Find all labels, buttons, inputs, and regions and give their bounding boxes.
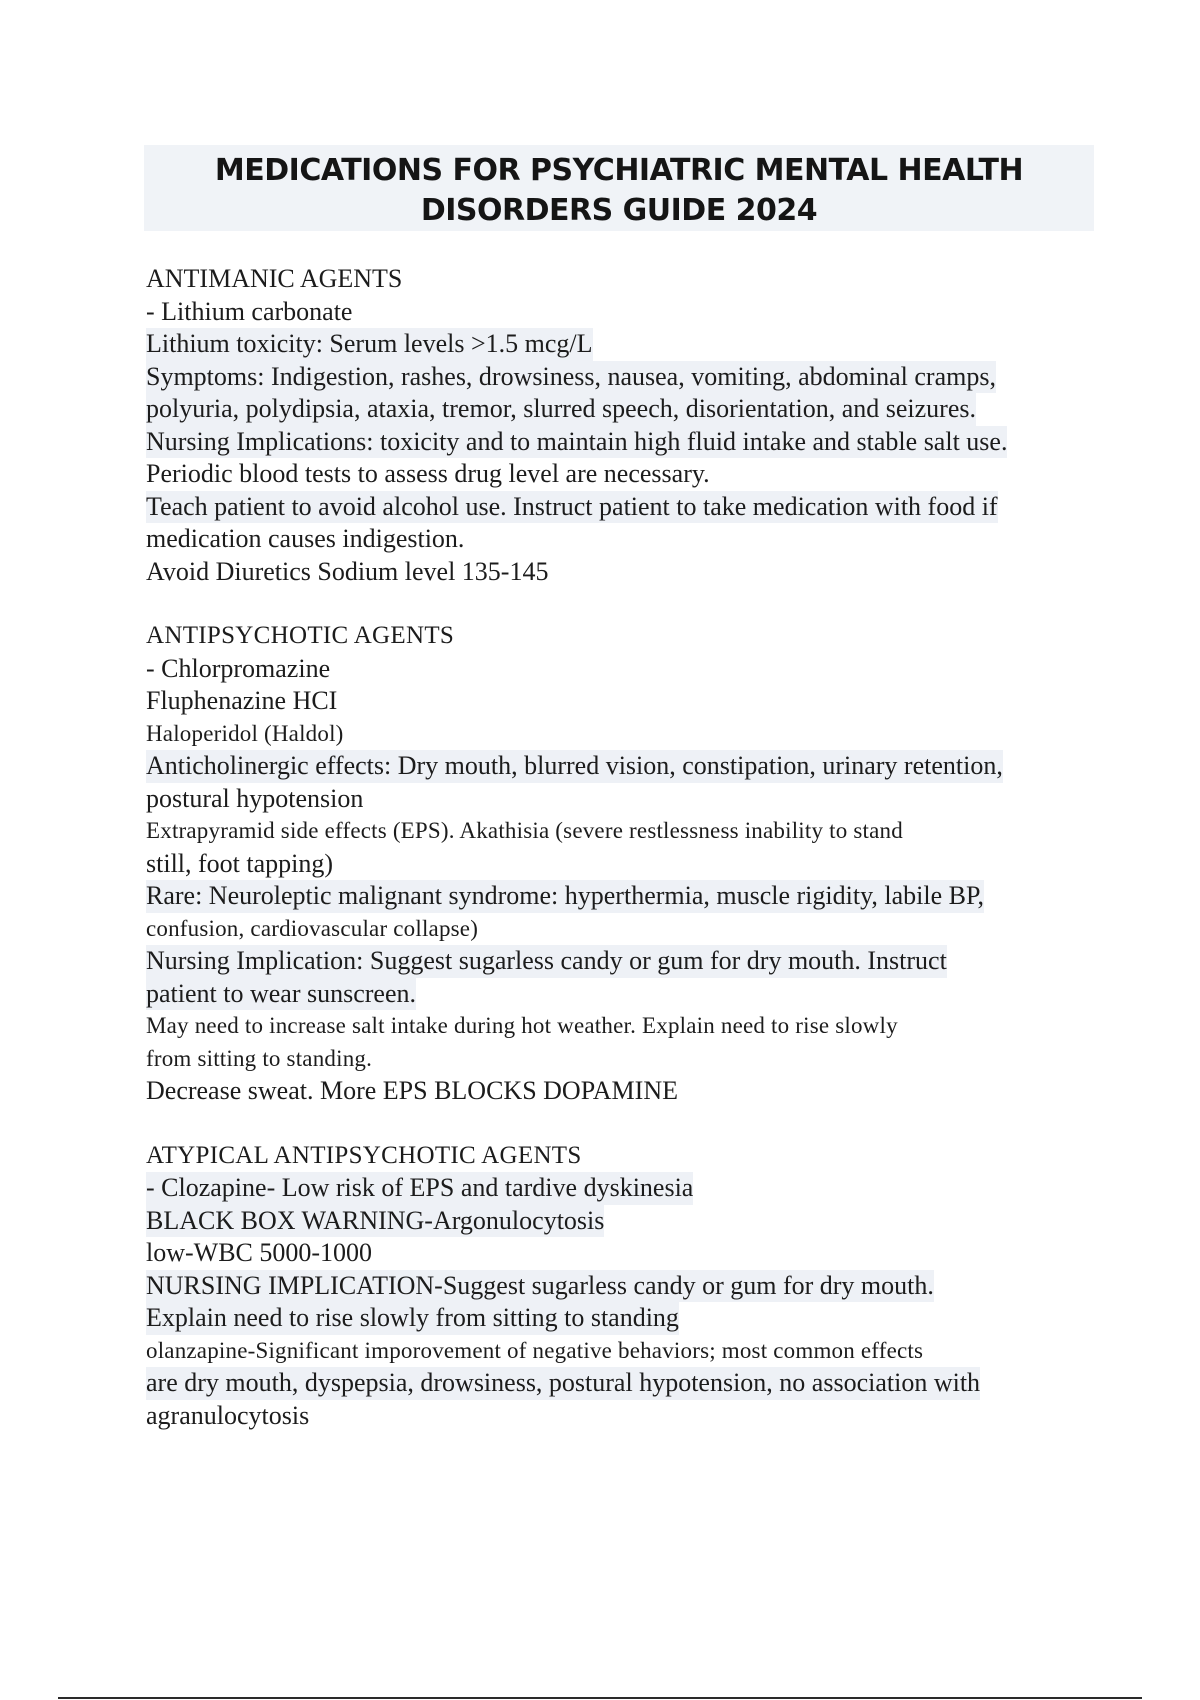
document-title: [144, 145, 1094, 231]
section-heading: ANTIMANIC AGENTS: [146, 264, 403, 293]
text-line: Nursing Implication: Suggest sugarless candy or gum for dry mouth. Instruct: [146, 945, 947, 978]
text-line: medication causes indigestion.: [146, 524, 465, 553]
text-line: Avoid Diuretics Sodium level 135-145: [146, 556, 549, 586]
text-line: postural hypotension: [146, 783, 364, 813]
title-line-1: MEDICATIONS FOR PSYCHIATRIC MENTAL HEALTH: [214, 153, 1024, 188]
text-line: - Clozapine- Low risk of EPS and tardive dyskinesia: [146, 1172, 693, 1205]
text-line: - Chlorpromazine: [146, 653, 331, 683]
section-antipsychotic-agents: [146, 620, 1096, 1108]
text-line: Rare: Neuroleptic malignant syndrome: hyperthermia, muscle rigidity, labile BP,: [146, 880, 984, 913]
text-line: patient to wear sunscreen.: [146, 978, 416, 1011]
text-line: Extrapyramid side effects (EPS). Akathisia (severe restlessness inability to stand: [146, 818, 903, 843]
text-line: Symptoms: Indigestion, rashes, drowsiness, nausea, vomiting, abdominal cramps,: [146, 361, 996, 394]
text-line: Decrease sweat. More EPS BLOCKS DOPAMINE: [146, 1076, 678, 1105]
text-line: Fluphenazine HCI: [146, 686, 338, 715]
text-line: olanzapine-Significant imporovement of negative behaviors; most common effects: [146, 1337, 924, 1363]
section-heading: ATYPICAL ANTIPSYCHOTIC AGENTS: [146, 1141, 582, 1169]
text-line: polyuria, polydipsia, ataxia, tremor, slurred speech, disorientation, and seizures.: [146, 393, 976, 426]
bottom-divider: [58, 1697, 1142, 1699]
section-heading: ANTIPSYCHOTIC AGENTS: [146, 622, 455, 649]
title-line-2: DISORDERS GUIDE 2024: [420, 193, 818, 228]
text-line: May need to increase salt intake during hot weather. Explain need to rise slowly: [146, 1013, 898, 1038]
text-line: agranulocytosis: [146, 1400, 310, 1430]
text-line: Nursing Implications: toxicity and to maintain high fluid intake and stable salt use.: [146, 426, 1007, 459]
section-antimanic-agents: [146, 263, 1096, 588]
section-atypical-antipsychotic-agents: [146, 1140, 1096, 1433]
text-line: low-WBC 5000-1000: [146, 1238, 373, 1267]
text-line: Haloperidol (Haldol): [146, 720, 344, 746]
text-line: from sitting to standing.: [146, 1045, 373, 1071]
text-line: - Lithium carbonate: [146, 296, 353, 326]
text-line: Teach patient to avoid alcohol use. Instruct patient to take medication with food if: [146, 491, 998, 524]
text-line: Anticholinergic effects: Dry mouth, blurred vision, constipation, urinary retention,: [146, 750, 1003, 783]
text-line: BLACK BOX WARNING-Argonulocytosis: [146, 1205, 604, 1238]
text-line: are dry mouth, dyspepsia, drowsiness, postural hypotension, no association with: [146, 1367, 980, 1400]
text-line: confusion, cardiovascular collapse): [146, 915, 479, 941]
text-line: Explain need to rise slowly from sitting to standing: [146, 1302, 679, 1335]
text-line: Periodic blood tests to assess drug level are necessary.: [146, 459, 710, 488]
text-line: still, foot tapping): [146, 848, 334, 878]
document-body: [146, 263, 1096, 1432]
text-line: NURSING IMPLICATION-Suggest sugarless candy or gum for dry mouth.: [146, 1270, 934, 1303]
text-line: Lithium toxicity: Serum levels >1.5 mcg/L: [146, 328, 593, 361]
